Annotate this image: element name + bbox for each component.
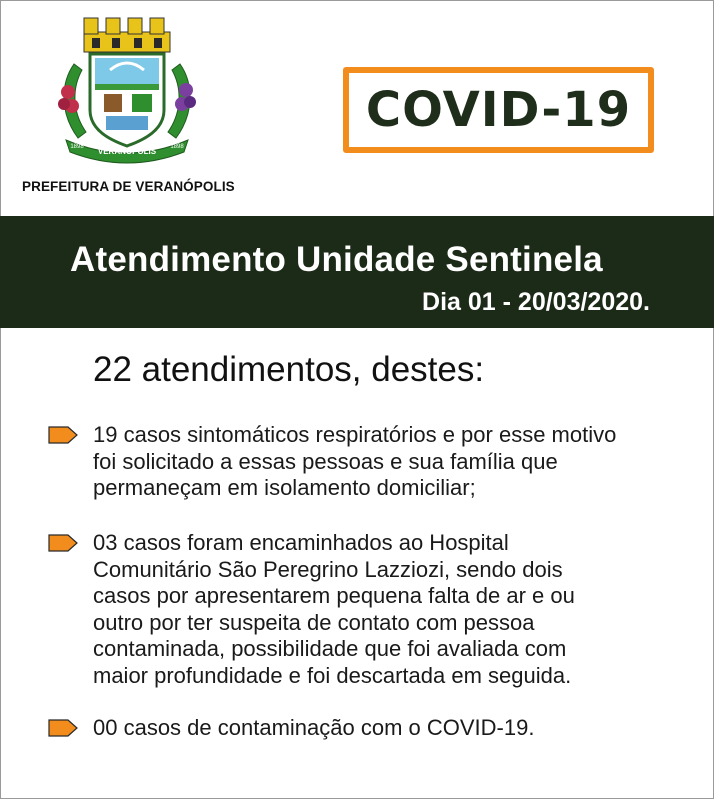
crown-icon bbox=[84, 18, 170, 52]
svg-text:1898: 1898 bbox=[70, 144, 84, 150]
orange-arrow-bullet-icon bbox=[48, 426, 78, 444]
headline: 22 atendimentos, destes: bbox=[93, 350, 485, 389]
list-item-text: 00 casos de contaminação com o COVID-19. bbox=[93, 715, 535, 740]
banner-date: Dia 01 - 20/03/2020. bbox=[422, 288, 650, 316]
municipal-crest-logo bbox=[52, 14, 202, 164]
laurel-left-icon bbox=[58, 64, 86, 138]
list-item-text: 19 casos sintomáticos respiratórios e por esse motivo foi solicitado a essas pessoas e sua família que permaneçam em isolamento domiciliar; bbox=[93, 422, 617, 500]
orange-arrow-bullet-icon bbox=[48, 534, 78, 552]
covid-badge-title: COVID-19 bbox=[365, 82, 632, 138]
organization-name: PREFEITURA DE VERANÓPOLIS bbox=[22, 179, 235, 194]
list-item-text: 03 casos foram encaminhados ao Hospital Comunitário São Peregrino Lazziozi, sendo dois casos por apresentarem pequena falta de ar e ou outro por ter suspeita de contato com pessoa contaminada, possibilidade que foi avaliada com maior profundidade e foi descartada em seguida. bbox=[93, 530, 575, 688]
covid-badge bbox=[343, 67, 654, 153]
svg-text:1898: 1898 bbox=[170, 144, 184, 150]
svg-text:VERANÓPOLIS: VERANÓPOLIS bbox=[97, 147, 157, 156]
laurel-right-icon bbox=[168, 64, 196, 138]
shield-icon bbox=[90, 54, 164, 146]
orange-arrow-bullet-icon bbox=[48, 719, 78, 737]
banner-title: Atendimento Unidade Sentinela bbox=[70, 240, 603, 279]
